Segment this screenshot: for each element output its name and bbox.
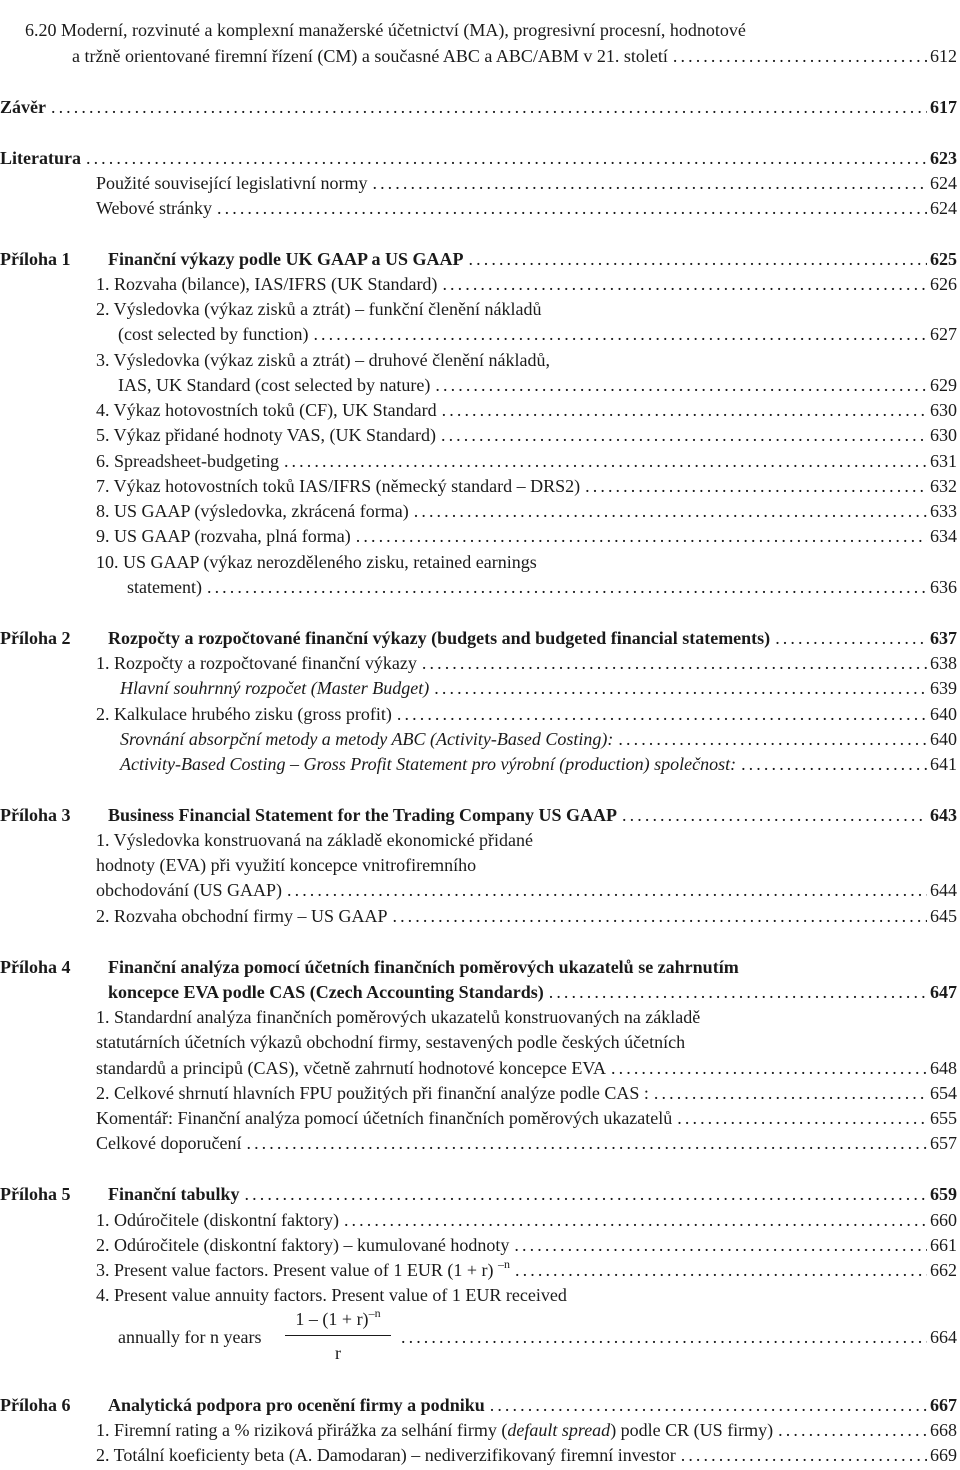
page-number: 662	[930, 1260, 957, 1280]
dot-leader	[245, 1182, 927, 1206]
page-number: 640	[930, 704, 957, 724]
toc-item[interactable]: 2. Kalkulace hrubého zisku (gross profit) ..... 640	[0, 702, 960, 726]
toc-item[interactable]: 3. Present value factors. Present value of 1 EUR (1 + r) $^{-n}$ ..... 662	[0, 1258, 960, 1282]
dot-leader	[778, 1418, 927, 1442]
toc-appendix-6[interactable]: Příloha 6 Analytická podpora pro ocenění firmy a podniku ..... 667	[0, 1393, 960, 1417]
toc-appendix-5[interactable]: Příloha 5 Finanční tabulky ..... 659	[0, 1182, 960, 1206]
toc-item[interactable]: 2. Celkové shrnutí hlavních FPU použitých při finanční analýze podle CAS : ..... 654	[0, 1081, 960, 1105]
toc-item[interactable]: IAS, UK Standard (cost selected by nature) ..... 629	[0, 373, 960, 397]
toc-item[interactable]: 5. Výkaz přidané hodnoty VAS, (UK Standard) ..... 630	[0, 423, 960, 447]
dot-leader	[490, 1393, 927, 1417]
toc-appendix-4-line1: Příloha 4 Finanční analýza pomocí účetních finančních poměrových ukazatelů se zahrnutím	[0, 957, 739, 977]
formula-denominator: r	[335, 1343, 341, 1363]
toc-item[interactable]: 6. Spreadsheet-budgeting ..... 631	[0, 449, 960, 473]
dot-leader	[313, 322, 927, 346]
page-number: 659	[930, 1184, 957, 1204]
page-number: 639	[930, 678, 957, 698]
page-number: 625	[930, 249, 957, 269]
dot-leader	[217, 196, 927, 220]
page-number: 668	[930, 1420, 957, 1440]
dot-leader	[618, 727, 927, 751]
page-number: 641	[930, 754, 957, 774]
dot-leader	[515, 1258, 927, 1282]
appendix-label: Příloha 3	[0, 805, 71, 825]
toc-item[interactable]: 2. Rozvaha obchodní firmy – US GAAP ..... 645	[0, 904, 960, 928]
dot-leader	[392, 904, 927, 928]
page-number: 644	[930, 880, 957, 900]
page-number: 655	[930, 1108, 957, 1128]
toc-item[interactable]: Celkové doporučení ..... 657	[0, 1131, 960, 1155]
page-number: 624	[930, 198, 957, 218]
exponent: –n	[498, 1257, 511, 1271]
page-number: 657	[930, 1133, 957, 1153]
page-number: 631	[930, 451, 957, 471]
appendix-label: Příloha 1	[0, 249, 71, 269]
toc-item[interactable]: Komentář: Finanční analýza pomocí účetních finančních poměrových ukazatelů ..... 655	[0, 1106, 960, 1130]
toc-section-6-20-line1: 6.20 Moderní, rozvinuté a komplexní manažerské účetnictví (MA), progresivní procesní, hodnotové	[25, 20, 746, 40]
page-number: 654	[930, 1083, 957, 1103]
dot-leader	[611, 1056, 927, 1080]
page-number: 612	[930, 46, 957, 66]
page-number: 667	[930, 1395, 957, 1415]
toc-item[interactable]: 1. Rozvaha (bilance), IAS/IFRS (UK Standard) ..... 626	[0, 272, 960, 296]
dot-leader	[469, 247, 927, 271]
dot-leader	[775, 626, 927, 650]
page-number: 636	[930, 577, 957, 597]
toc-item[interactable]: 1. Rozpočty a rozpočtované finanční výkazy ..... 638	[0, 651, 960, 675]
toc-item[interactable]: Srovnání absorpční metody a metody ABC (Activity-Based Costing): ..... 640	[0, 727, 960, 751]
page-number: 624	[930, 173, 957, 193]
page-number: 633	[930, 501, 957, 521]
page-number: 634	[930, 526, 957, 546]
dot-leader	[654, 1081, 927, 1105]
toc-appendix-2[interactable]: Příloha 2 Rozpočty a rozpočtované finanční výkazy (budgets and budgeted financial statements) ..... 637	[0, 626, 960, 650]
dot-leader	[585, 474, 927, 498]
dot-leader	[287, 878, 927, 902]
dot-leader	[741, 752, 927, 776]
toc-item-line1: 3. Výsledovka (výkaz zisků a ztrát) – druhové členění nákladů,	[96, 350, 551, 370]
appendix-label: Příloha 2	[0, 628, 71, 648]
dot-leader	[681, 1443, 927, 1467]
dot-leader	[207, 575, 927, 599]
dot-leader	[442, 398, 927, 422]
toc-item[interactable]: 2. Odúročitele (diskontní faktory) – kumulované hodnoty ..... 661	[0, 1233, 960, 1257]
toc-item[interactable]: Hlavní souhrnný rozpočet (Master Budget) ..... 639	[0, 676, 960, 700]
page-number: 647	[930, 982, 957, 1002]
dot-leader	[434, 676, 927, 700]
toc-item[interactable]: 1. Odúročitele (diskontní faktory) ..... 660	[0, 1208, 960, 1232]
toc-appendix-4[interactable]: koncepce EVA podle CAS (Czech Accounting Standards) ..... 647	[0, 980, 960, 1004]
page-number: 661	[930, 1235, 957, 1255]
toc-item[interactable]: Activity-Based Costing – Gross Profit Statement pro výrobní (production) společnost: ..... 641	[0, 752, 960, 776]
page-number: 640	[930, 729, 957, 749]
dot-leader	[549, 980, 927, 1004]
dot-leader	[441, 423, 927, 447]
toc-item[interactable]: statement) ..... 636	[0, 575, 960, 599]
toc-item[interactable]: 7. Výkaz hotovostních toků IAS/IFRS (německý standard – DRS2) ..... 632	[0, 474, 960, 498]
toc-item[interactable]: standardů a principů (CAS), včetně zahrnutí hodnotové koncepce EVA ..... 648	[0, 1056, 960, 1080]
toc-item-line1: 1. Standardní analýza finančních poměrových ukazatelů konstruovaných na základě	[96, 1007, 701, 1027]
page-number: 664	[930, 1327, 957, 1347]
page-number: 632	[930, 476, 957, 496]
appendix-label: Příloha 6	[0, 1395, 71, 1415]
page-number: 617	[930, 97, 957, 117]
page-number: 626	[930, 274, 957, 294]
toc-item-line2: statutárních účetních výkazů obchodní firmy, sestavených podle českých účetních	[96, 1032, 686, 1052]
emphasis: default spread	[507, 1420, 611, 1440]
toc-appendix-1[interactable]: Příloha 1 Finanční výkazy podle UK GAAP a US GAAP ..... 625	[0, 247, 960, 271]
page-number: 660	[930, 1210, 957, 1230]
dot-leader	[51, 95, 927, 119]
toc-item[interactable]: 9. US GAAP (rozvaha, plná forma) ..... 634	[0, 524, 960, 548]
page-number: 623	[930, 148, 957, 168]
dot-leader	[677, 1106, 927, 1130]
toc-item[interactable]: 4. Výkaz hotovostních toků (CF), UK Standard ..... 630	[0, 398, 960, 422]
dot-leader	[442, 272, 927, 296]
toc-item-line1: 10. US GAAP (výkaz nerozděleného zisku, retained earnings	[96, 552, 537, 572]
appendix-label: Příloha 4	[0, 957, 71, 977]
dot-leader	[246, 1131, 927, 1155]
toc-item[interactable]: obchodování (US GAAP) ..... 644	[0, 878, 960, 902]
page-number: 630	[930, 400, 957, 420]
dot-leader	[284, 449, 927, 473]
toc-item[interactable]: 1. Firemní rating a % riziková přirážka za selhání firmy (default spread) podle CR (US firmy) ..... 668	[0, 1418, 960, 1442]
page-number: 648	[930, 1058, 957, 1078]
toc-item[interactable]: Webové stránky ..... 624	[0, 196, 960, 220]
toc-section-6-20[interactable]: a tržně orientované firemní řízení (CM) a současné ABC a ABC/ABM v 21. století ..... 612	[0, 44, 960, 68]
dot-leader	[673, 44, 927, 68]
toc-appendix-3[interactable]: Příloha 3 Business Financial Statement for the Trading Company US GAAP ..... 643	[0, 803, 960, 827]
toc-item-line1: 2. Výsledovka (výkaz zisků a ztrát) – funkční členění nákladů	[96, 299, 542, 319]
toc-zaver[interactable]: Závěr ..... 617	[0, 95, 960, 119]
dot-leader	[414, 499, 927, 523]
page-number: 637	[930, 628, 957, 648]
dot-leader	[622, 803, 927, 827]
formula-numerator: $1 - (1 + r)^{-n}$	[285, 1308, 391, 1336]
dot-leader	[401, 1325, 927, 1349]
dot-leader	[514, 1233, 927, 1257]
page-number: 638	[930, 653, 957, 673]
toc-item[interactable]: 8. US GAAP (výsledovka, zkrácená forma) ..... 633	[0, 499, 960, 523]
page-number: 645	[930, 906, 957, 926]
appendix-label: Příloha 5	[0, 1184, 71, 1204]
toc-item-line2: hodnoty (EVA) při využití koncepce vnitrofiremního	[96, 855, 477, 875]
page-number: 643	[930, 805, 957, 825]
toc-item[interactable]: 2. Totální koeficienty beta (A. Damodaran) – nediverzifikovaný firemní investor ..... 669	[0, 1443, 960, 1467]
toc-item-line1: 4. Present value annuity factors. Present value of 1 EUR received	[96, 1285, 567, 1305]
toc-item[interactable]: (cost selected by function) ..... 627	[0, 322, 960, 346]
dot-leader	[356, 524, 927, 548]
page-number: 629	[930, 375, 957, 395]
page-number: 669	[930, 1445, 957, 1465]
dot-leader	[344, 1208, 927, 1232]
dot-leader	[372, 171, 927, 195]
dot-leader	[422, 651, 927, 675]
toc-item[interactable]: Použité související legislativní normy ..... 624	[0, 171, 960, 195]
dot-leader	[435, 373, 927, 397]
toc-item[interactable]: annually for n years ..... 664	[0, 1325, 960, 1349]
page-number: 630	[930, 425, 957, 445]
page-number: 627	[930, 324, 957, 344]
dot-leader	[397, 702, 927, 726]
toc-item-line1: 1. Výsledovka konstruovaná na základě ekonomické přidané	[96, 830, 534, 850]
toc-literatura[interactable]: Literatura ..... 623	[0, 146, 960, 170]
dot-leader	[86, 146, 927, 170]
